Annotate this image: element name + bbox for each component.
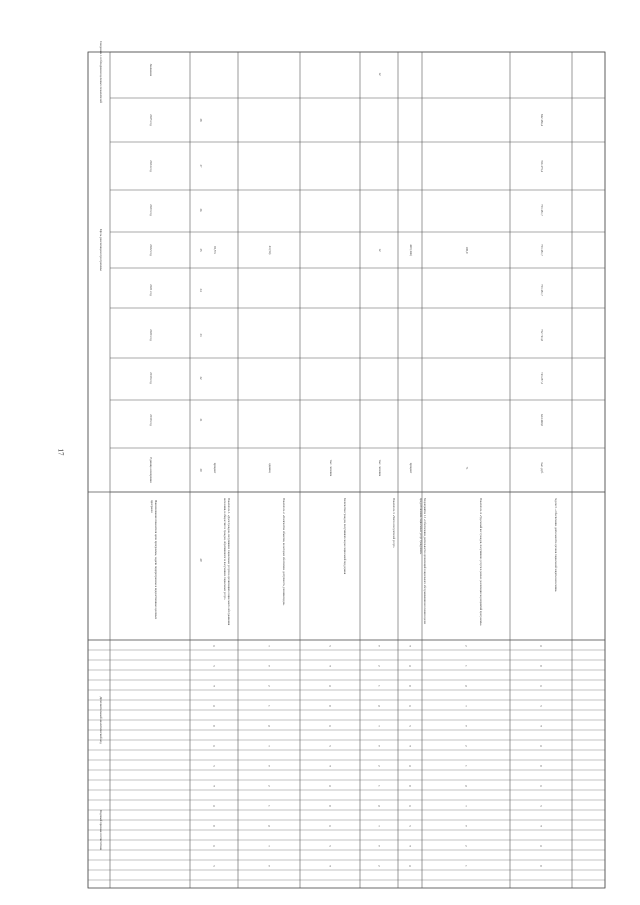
row-value: 842 456,4 <box>540 114 544 126</box>
code-digit: 0 <box>213 745 215 748</box>
code-digit: 4 <box>540 825 542 828</box>
code-digit: 8 <box>540 665 542 668</box>
code-digit: 2 <box>213 665 215 668</box>
code-digit: 8 <box>540 765 542 768</box>
year-header: 2022 год <box>149 244 153 256</box>
code-digit: 8 <box>409 685 411 688</box>
code-digit: 3 <box>378 745 380 748</box>
row-value: 743 257,3 <box>540 372 544 384</box>
code-digit: 8 <box>329 705 331 708</box>
code-digit: 6 <box>540 745 542 748</box>
code-digit: 1 <box>268 845 270 848</box>
row-unit: единиц <box>268 463 272 473</box>
row-value: 12 <box>378 248 382 252</box>
code-digit: 5 <box>465 845 467 848</box>
code-digit: 9 <box>378 805 380 808</box>
year-header: 2021 год <box>149 284 153 296</box>
code-digit: 2 <box>409 725 411 728</box>
paragraph-line: предоставления социальных услуг гражданам» <box>419 498 423 555</box>
code-digit: 6 <box>540 845 542 848</box>
code-digit: 4 <box>213 685 215 688</box>
year-header: 2019 год <box>149 372 153 384</box>
code-digit: 0 <box>540 785 542 788</box>
year-header: 2024 год <box>149 160 153 172</box>
code-digit: 1 <box>465 705 467 708</box>
row-value: 93,5% <box>213 246 217 254</box>
code-digit: 9 <box>465 685 467 688</box>
row-value: 43 (54) <box>268 245 272 255</box>
code-digit: 3 <box>268 865 270 868</box>
left-group-b-header: Дополнительный аналитический код <box>99 696 103 744</box>
code-digit: 7 <box>268 705 270 708</box>
code-digit: 2 <box>540 705 542 708</box>
row-description <box>282 498 285 606</box>
code-digit: 5 <box>268 685 270 688</box>
row-description <box>479 498 482 626</box>
row-value: 753 451,7 <box>540 204 544 216</box>
row-unit: процент <box>409 462 413 474</box>
code-digit: 0 <box>329 725 331 728</box>
column-number: 37 <box>199 164 203 168</box>
code-digit: 3 <box>268 665 270 668</box>
row-note-value: 12 <box>378 72 382 76</box>
paragraph-line: Показатель 3. «Число получателей услуг» <box>392 498 395 548</box>
code-digit: 7 <box>268 805 270 808</box>
row-value: 753 451,7 <box>540 284 544 296</box>
row-unit: тыс. руб. <box>540 462 544 474</box>
code-digit: 7 <box>465 665 467 668</box>
code-digit: 0 <box>540 685 542 688</box>
code-digit: 4 <box>329 665 331 668</box>
row-value: 753 451,7 <box>540 244 544 256</box>
code-digit: 6 <box>409 665 411 668</box>
paragraph-line: населения, в общем числе граждан, обратившихся за получением социальных услуг» <box>223 498 227 600</box>
code-digit: 8 <box>213 825 215 828</box>
paragraph-line: Показатель 2. «Количество объектов, на которых обеспечена доступность для инвалидов» <box>282 498 285 606</box>
code-digit: 6 <box>213 705 215 708</box>
code-digit: 4 <box>213 785 215 788</box>
code-digit: 8 <box>409 785 411 788</box>
code-digit: 6 <box>540 645 542 648</box>
code-digit: 5 <box>378 765 380 768</box>
code-digit: 4 <box>409 845 411 848</box>
code-digit: 4 <box>409 645 411 648</box>
row-description <box>392 498 395 548</box>
left-group-a-header: Кодовый признак соответствия <box>99 810 103 850</box>
year-header: 2025 год <box>149 114 153 126</box>
row-unit: тыс. человек <box>378 459 382 477</box>
code-digit: 0 <box>409 805 411 808</box>
row-unit: процент <box>213 462 217 474</box>
column-number: 31 <box>199 418 203 422</box>
code-digit: 4 <box>540 725 542 728</box>
code-digit: 9 <box>378 705 380 708</box>
code-digit: 7 <box>378 685 380 688</box>
column-number: 30 <box>199 468 203 472</box>
table-frame <box>88 52 605 888</box>
row-value: 100,0 <box>465 246 469 254</box>
row-value: 766 475,4 <box>540 160 544 172</box>
code-digit: 1 <box>378 725 380 728</box>
code-digit: 4 <box>409 745 411 748</box>
name-column-header <box>150 500 158 620</box>
targets-group-header: Цель реализации программы <box>99 229 103 271</box>
code-digit: 6 <box>213 805 215 808</box>
code-digit: 5 <box>268 785 270 788</box>
code-digit: 1 <box>268 745 270 748</box>
row-description <box>223 498 230 626</box>
column-number: 34 <box>199 288 203 292</box>
code-digit: 9 <box>268 725 270 728</box>
code-digit: 0 <box>409 705 411 708</box>
row-unit: тыс. человек <box>329 459 333 477</box>
row-description <box>419 498 426 625</box>
code-digit: 1 <box>268 645 270 648</box>
code-digit: 2 <box>409 825 411 828</box>
row-description <box>343 498 346 575</box>
code-digit: 0 <box>213 845 215 848</box>
code-digit: 2 <box>329 645 331 648</box>
code-digit: 6 <box>409 765 411 768</box>
paragraph-line: Количество граждан, получивших меры социальной поддержки <box>343 498 346 575</box>
code-digit: 2 <box>213 765 215 768</box>
code-digit: 5 <box>378 665 380 668</box>
column-number: 29 <box>199 558 203 562</box>
code-digit: 6 <box>329 685 331 688</box>
paragraph-line: Наименование показателя цели программы, задачи подпрограммы и ведомственных целевых <box>154 500 158 620</box>
code-digit: 0 <box>329 825 331 828</box>
column-number: 36 <box>199 208 203 212</box>
note-column-header: Значение <box>149 63 153 77</box>
paragraph-line: программ <box>149 500 154 513</box>
paragraph-line: Показатель 1. «Доля граждан, получивших социальные услуги в организациях социального обслуживания <box>227 498 230 626</box>
paragraph-line: Мероприятие 1.1 «Обеспечение деятельности организаций социального обслуживания населения в целях <box>423 498 426 625</box>
code-digit: 7 <box>465 865 467 868</box>
row-value: 752 721,8 <box>540 329 544 341</box>
code-digit: 0 <box>213 645 215 648</box>
code-digit: 6 <box>409 865 411 868</box>
code-digit: 1 <box>378 825 380 828</box>
code-digit: 7 <box>378 785 380 788</box>
row-value: 624 460,0 <box>540 414 544 426</box>
code-digit: 2 <box>540 805 542 808</box>
code-digit: 8 <box>540 865 542 868</box>
code-digit: 8 <box>329 805 331 808</box>
code-digit: 7 <box>465 765 467 768</box>
row-value: 420 (446) <box>409 244 413 256</box>
code-digit: 2 <box>213 865 215 868</box>
column-number: 35 <box>199 248 203 252</box>
code-digit: 3 <box>378 645 380 648</box>
code-digit: 5 <box>465 645 467 648</box>
row-description <box>554 498 557 592</box>
unit-column-header: Единица измерения <box>149 457 153 483</box>
right-group-header: Сведения о соблюдении целевых показателей <box>99 41 103 103</box>
column-number: 32 <box>199 376 203 380</box>
code-digit: 9 <box>268 825 270 828</box>
code-digit: 6 <box>329 785 331 788</box>
code-digit: 3 <box>465 725 467 728</box>
column-number: 38 <box>199 118 203 122</box>
paragraph-line: Задача 5. «Обеспечение деятельности органов социальной защиты населения» <box>554 498 557 592</box>
code-digit: 2 <box>329 845 331 848</box>
year-header: 2023 год <box>149 204 153 216</box>
code-digit: 4 <box>329 765 331 768</box>
code-digit: 8 <box>213 725 215 728</box>
column-number: 33 <box>199 333 203 337</box>
code-digit: 3 <box>268 765 270 768</box>
code-digit: 4 <box>329 865 331 868</box>
code-digit: 3 <box>378 845 380 848</box>
year-header: 2020 год <box>149 329 153 341</box>
code-digit: 1 <box>465 805 467 808</box>
year-header: 2018 год <box>149 414 153 426</box>
code-digit: 2 <box>329 745 331 748</box>
code-digit: 5 <box>378 865 380 868</box>
code-digit: 3 <box>465 825 467 828</box>
page-number: 17 <box>56 448 65 456</box>
row-unit: % <box>465 466 469 470</box>
code-digit: 9 <box>465 785 467 788</box>
paragraph-line: Показатель 4. «Удельный вес граждан, получивших услуги в рамках реализации мероприятий программы» <box>479 498 482 626</box>
code-digit: 5 <box>465 745 467 748</box>
